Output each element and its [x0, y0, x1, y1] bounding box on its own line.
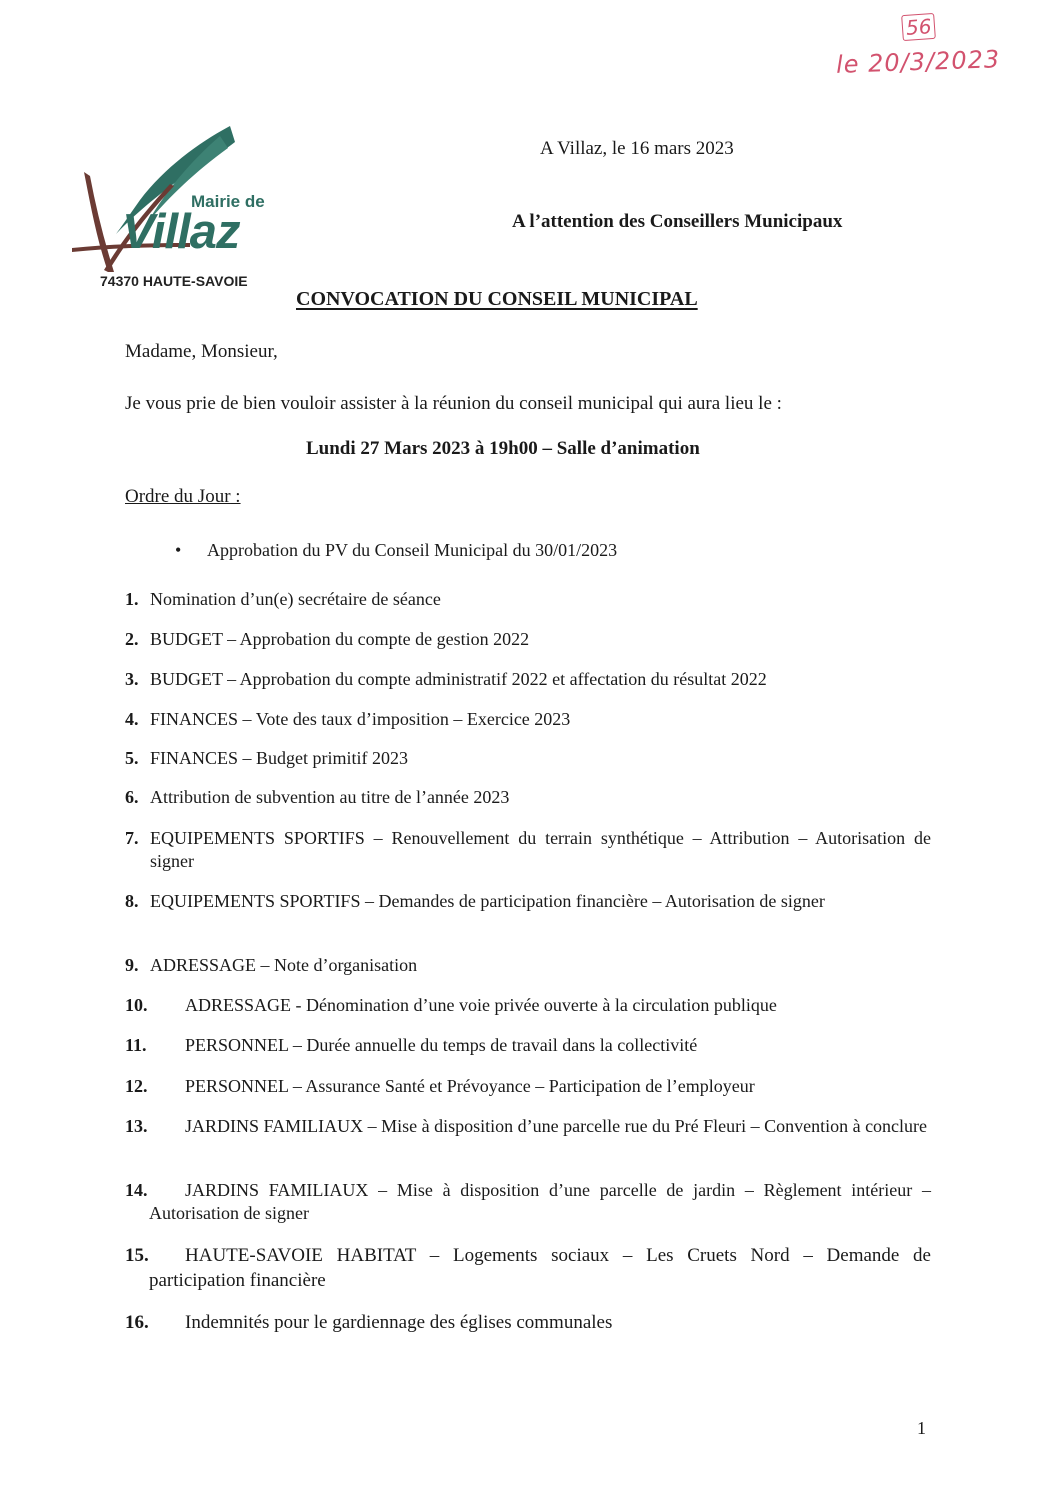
agenda-item-text: FINANCES – Vote des taux d’imposition – Exercice 2023 — [150, 709, 571, 729]
agenda-item-text: JARDINS FAMILIAUX – Mise à disposition d’une parcelle de jardin – Règlement intérieur – Autorisation de signer — [149, 1180, 931, 1223]
agenda-item — [125, 668, 931, 708]
mairie-logo — [70, 122, 285, 297]
bullet-icon: • — [175, 540, 182, 560]
agenda-item-text: BUDGET – Approbation du compte administratif 2022 et affectation du résultat 2022 — [150, 669, 767, 689]
agenda-item — [125, 588, 931, 628]
agenda-item-number: 6. — [125, 787, 139, 807]
recipients-line: A l’attention des Conseillers Municipaux — [512, 211, 843, 232]
agenda-item — [125, 994, 931, 1034]
agenda-item — [125, 827, 931, 890]
agenda-item — [125, 1179, 931, 1243]
agenda-item-text: Nomination d’un(e) secrétaire de séance — [150, 589, 441, 609]
agenda-heading-colon: : — [230, 486, 241, 507]
agenda-item-text: PERSONNEL – Durée annuelle du temps de travail dans la collectivité — [185, 1035, 698, 1055]
document-title: CONVOCATION DU CONSEIL MUNICIPAL — [296, 288, 698, 310]
agenda-item-number: 2. — [125, 629, 139, 649]
agenda-item — [125, 628, 931, 668]
page-number: 1 — [917, 1418, 926, 1438]
agenda-item-text: FINANCES – Budget primitif 2023 — [150, 748, 409, 768]
logo-mairie-text: Mairie de — [191, 192, 265, 211]
agenda-item-number: 9. — [125, 955, 139, 975]
agenda-item-text: EQUIPEMENTS SPORTIFS – Renouvellement du terrain synthétique – Attribution – Autorisation de signer — [150, 828, 931, 871]
agenda-item — [125, 1115, 931, 1179]
agenda-item-number: 5. — [125, 748, 139, 768]
agenda-item — [125, 1243, 931, 1310]
agenda-item-text: PERSONNEL – Assurance Santé et Prévoyance – Participation de l’employeur — [185, 1076, 755, 1096]
agenda-item — [125, 1034, 931, 1075]
logo-department-text: 74370 HAUTE-SAVOIE — [100, 273, 248, 289]
stamp-number: 56 — [901, 13, 936, 41]
agenda-item-text: Attribution de subvention au titre de l’année 2023 — [150, 787, 510, 807]
agenda-item-number: 14. — [125, 1180, 148, 1200]
agenda-item-text: HAUTE-SAVOIE HABITAT – Logements sociaux – Les Cruets Nord – Demande de participation financière — [149, 1245, 931, 1291]
agenda-item — [125, 954, 931, 994]
agenda-item-text: BUDGET – Approbation du compte de gestion 2022 — [150, 629, 530, 649]
agenda-item-text: ADRESSAGE - Dénomination d’une voie privée ouverte à la circulation publique — [185, 995, 777, 1015]
stamp-date: le 20/3/2023 — [835, 45, 1001, 79]
agenda-item — [125, 890, 931, 954]
agenda-item — [125, 1310, 931, 1340]
agenda-item-number: 11. — [125, 1035, 147, 1055]
agenda-item — [125, 1075, 931, 1115]
agenda-item-number: 12. — [125, 1076, 148, 1096]
preliminary-item-text: Approbation du PV du Conseil Municipal du 30/01/2023 — [207, 540, 618, 560]
agenda-item — [125, 747, 931, 786]
agenda-item-number: 8. — [125, 891, 139, 911]
agenda-list — [125, 588, 931, 1340]
agenda-item-number: 7. — [125, 828, 139, 848]
dateline: A Villaz, le 16 mars 2023 — [540, 138, 734, 159]
agenda-item-text: ADRESSAGE – Note d’organisation — [150, 955, 418, 975]
agenda-item-number: 1. — [125, 589, 139, 609]
registration-stamp — [836, 12, 1011, 82]
agenda-item-number: 10. — [125, 995, 148, 1015]
agenda-item — [125, 708, 931, 747]
agenda-heading — [125, 486, 241, 508]
agenda-item-number: 16. — [125, 1312, 149, 1333]
agenda-preliminary-item — [175, 540, 617, 561]
intro-paragraph: Je vous prie de bien vouloir assister à la réunion du conseil municipal qui aura lieu le : — [125, 393, 782, 414]
agenda-item-text: EQUIPEMENTS SPORTIFS – Demandes de participation financière – Autorisation de signer — [150, 891, 825, 911]
agenda-item-number: 13. — [125, 1116, 148, 1136]
logo-villaz-text: Villaz — [122, 205, 240, 259]
greeting: Madame, Monsieur, — [125, 341, 278, 362]
agenda-item-text: Indemnités pour le gardiennage des églises communales — [185, 1312, 613, 1333]
agenda-item — [125, 786, 931, 827]
agenda-item-number: 4. — [125, 709, 139, 729]
agenda-item-number: 3. — [125, 669, 139, 689]
agenda-item-number: 15. — [125, 1245, 149, 1266]
meeting-details: Lundi 27 Mars 2023 à 19h00 – Salle d’animation — [306, 438, 700, 459]
agenda-item-text: JARDINS FAMILIAUX – Mise à disposition d’une parcelle rue du Pré Fleuri – Convention à conclure — [185, 1116, 928, 1136]
agenda-heading-text: Ordre du Jour — [125, 486, 231, 507]
